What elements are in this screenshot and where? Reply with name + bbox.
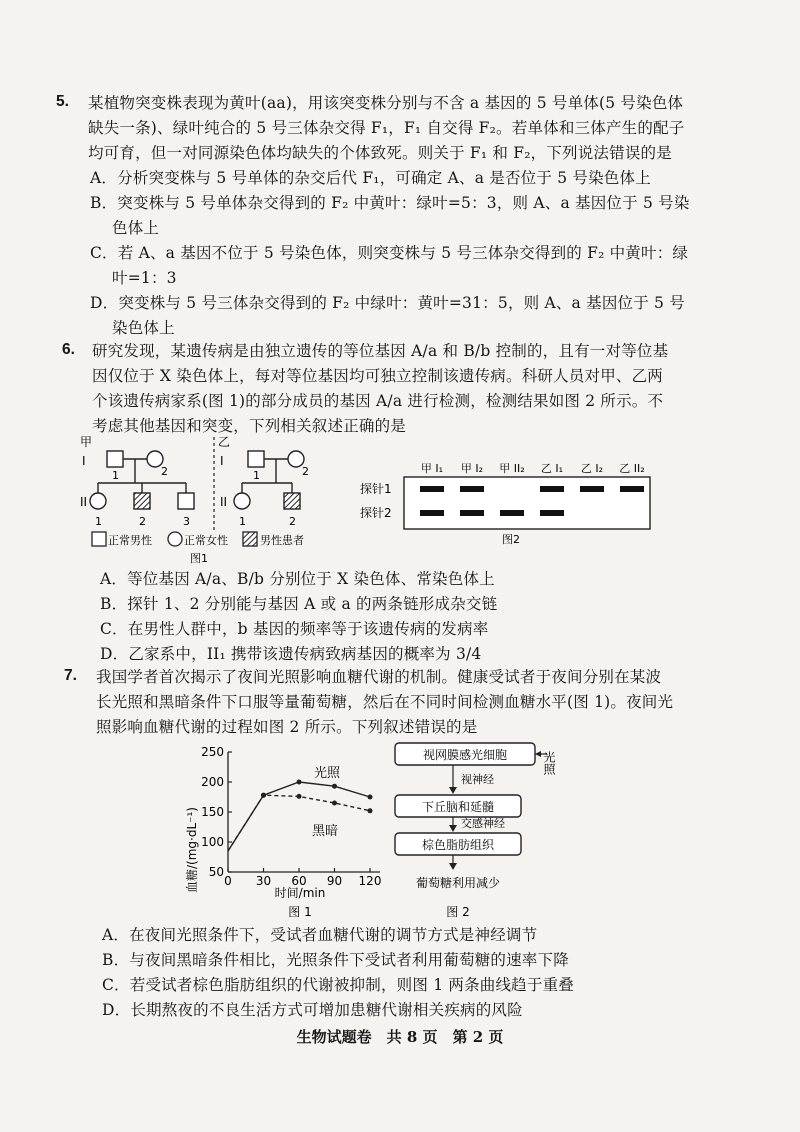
q6-stem-line-3: 个该遗传病家系(图 1)的部分成员的基因 A/a 进行检测，检测结果如图 2 所示。不 bbox=[92, 392, 664, 410]
y-tick-label: 250 bbox=[201, 745, 224, 759]
chart-ylabel: 血糖/(mg·dL⁻¹) bbox=[185, 807, 199, 893]
q7-option-c: C．若受试者棕色脂肪组织的代谢被抑制，则图 1 两条曲线趋于重叠 bbox=[102, 976, 574, 994]
a-II3-male bbox=[178, 493, 194, 509]
light-input-label-1: 光照 bbox=[542, 751, 556, 775]
q5-option-c-cont: 叶=1：3 bbox=[112, 269, 177, 287]
legend-normal-male-symbol bbox=[92, 532, 106, 546]
a-I2-number: 2 bbox=[161, 465, 168, 478]
gel-caption: 图2 bbox=[502, 533, 520, 545]
x-tick-label: 30 bbox=[255, 874, 272, 888]
chart-xlabel: 时间/min bbox=[274, 886, 326, 900]
q7-stem-line-2: 长光照和黑暗条件下口服等量葡萄糖，然后在不同时间检测血糖水平(图 1)。夜间光 bbox=[96, 693, 674, 711]
probe-1-label: 探针1 bbox=[360, 482, 392, 496]
q6-option-a: A．等位基因 A/a、B/b 分别位于 X 染色体、常染色体上 bbox=[100, 570, 495, 588]
diagram-caption: 图 2 bbox=[446, 905, 470, 919]
a-I1-number: 1 bbox=[112, 469, 119, 482]
x-tick-label: 90 bbox=[326, 874, 343, 888]
series-point bbox=[297, 794, 302, 799]
probe-2-band bbox=[420, 510, 444, 516]
q5-stem-line-1: 某植物突变株表现为黄叶(aa)，用该突变株分别与不含 a 基因的 5 号单体(5 号染色体 bbox=[88, 94, 684, 112]
gel-column-label: 乙 I₁ bbox=[540, 462, 564, 475]
q7-option-b: B．与夜间黑暗条件相比，光照条件下受试者利用葡萄糖的速率下降 bbox=[102, 951, 569, 969]
b-I1-male bbox=[248, 451, 264, 467]
q5-stem-line-2: 缺失一条)、绿叶纯合的 5 号三体杂交得 F₁，F₁ 自交得 F₂。若单体和三体产生的配子 bbox=[88, 119, 685, 137]
box-hypothalamus-label: 下丘脑和延髓 bbox=[421, 800, 495, 814]
a-II2-affected-male bbox=[134, 493, 150, 509]
gen-1-label-b: I bbox=[220, 454, 224, 468]
probe-2-label: 探针2 bbox=[360, 506, 392, 520]
b-I1-number: 1 bbox=[253, 469, 260, 482]
y-tick-label: 200 bbox=[201, 775, 224, 789]
q6-stem-line-2: 因仅位于 X 染色体上，每对等位基因均可独立控制该遗传病。科研人员对甲、乙两 bbox=[92, 367, 663, 385]
series-point bbox=[332, 801, 337, 806]
a-II1-number: 1 bbox=[95, 515, 102, 528]
gel-column-label: 乙 I₂ bbox=[580, 462, 604, 475]
legend-normal-female-symbol bbox=[168, 532, 182, 546]
probe-1-band bbox=[580, 486, 604, 492]
series-point bbox=[332, 784, 337, 789]
arrow-sympathetic-nerve: 交感神经 bbox=[461, 817, 505, 830]
q7-number: 7. bbox=[64, 667, 77, 684]
b-II2-affected-male bbox=[284, 493, 300, 509]
pathway-diagram bbox=[385, 737, 575, 920]
b-I2-number: 2 bbox=[302, 465, 309, 478]
b-II1-female bbox=[234, 493, 250, 509]
series-line-dark bbox=[228, 795, 370, 851]
legend-affected-male-symbol bbox=[243, 532, 257, 546]
gen-2-label-b: II bbox=[220, 495, 228, 509]
q5-option-d: D．突变株与 5 号三体杂交得到的 F₂ 中绿叶：黄叶=31：5，则 A、a 基因位于 5 号 bbox=[90, 294, 685, 312]
a-I1-male bbox=[107, 451, 123, 467]
box-retina-label: 视网膜感光细胞 bbox=[422, 748, 508, 762]
series-label: 黑暗 bbox=[312, 823, 339, 839]
y-tick-label: 150 bbox=[201, 805, 224, 819]
glucose-line-chart bbox=[180, 740, 390, 920]
series-point bbox=[368, 795, 373, 800]
q6-option-b: B．探针 1、2 分别能与基因 A 或 a 的两条链形成杂交链 bbox=[100, 595, 498, 613]
a-II2-number: 2 bbox=[139, 515, 146, 528]
chart-caption: 图 1 bbox=[288, 905, 312, 919]
probe-2-band bbox=[540, 510, 564, 516]
a-II3-number: 3 bbox=[183, 515, 190, 528]
q6-number: 6. bbox=[62, 341, 75, 358]
y-tick-label: 50 bbox=[208, 865, 224, 879]
q7-stem-line-1: 我国学者首次揭示了夜间光照影响血糖代谢的机制。健康受试者于夜间分别在某波 bbox=[96, 668, 662, 686]
q5-option-b: B．突变株与 5 号单体杂交得到的 F₂ 中黄叶：绿叶=5：3，则 A、a 基因位于 5 号染 bbox=[90, 194, 690, 212]
legend-normal-female: 正常女性 bbox=[184, 534, 228, 547]
pedigree-figure bbox=[80, 435, 340, 565]
gel-frame bbox=[404, 477, 650, 529]
probe-1-band bbox=[460, 486, 484, 492]
q6-stem-line-4: 考虑其他基因和突变，下列相关叙述正确的是 bbox=[92, 417, 407, 435]
legend-normal-male: 正常男性 bbox=[108, 534, 152, 547]
gen-1-label-a: I bbox=[82, 454, 86, 468]
q6-option-c: C．在男性人群中，b 基因的频率等于该遗传病的发病率 bbox=[100, 620, 489, 638]
result-label: 葡萄糖利用减少 bbox=[415, 876, 501, 890]
page-footer: 生物试题卷 共 8 页 第 2 页 bbox=[296, 1028, 504, 1046]
series-point bbox=[368, 808, 373, 813]
series-point bbox=[297, 780, 302, 785]
family-b-label: 乙 bbox=[218, 435, 231, 449]
legend-affected-male: 男性患者 bbox=[260, 534, 304, 547]
gel-column-label: 甲 I₂ bbox=[460, 462, 484, 475]
q6-option-d: D．乙家系中，II₁ 携带该遗传病致病基因的概率为 3/4 bbox=[100, 645, 482, 663]
x-tick-label: 120 bbox=[358, 874, 382, 888]
gel-column-label: 甲 I₁ bbox=[420, 462, 444, 475]
probe-gel-figure bbox=[360, 455, 660, 545]
q6-stem-line-1: 研究发现，某遗传病是由独立遗传的等位基因 A/a 和 B/b 控制的，且有一对等位基 bbox=[92, 342, 669, 360]
q7-stem-line-3: 照影响血糖代谢的过程如图 2 所示。下列叙述错误的是 bbox=[96, 718, 478, 736]
gel-column-label: 乙 II₂ bbox=[619, 462, 645, 475]
q5-option-a: A．分析突变株与 5 号单体的杂交后代 F₁，可确定 A、a 是否位于 5 号染色体上 bbox=[90, 169, 651, 187]
arrow-optic-nerve: 视神经 bbox=[461, 773, 494, 786]
family-a-label: 甲 bbox=[80, 435, 93, 449]
y-tick-label: 100 bbox=[201, 835, 224, 849]
probe-1-band bbox=[420, 486, 444, 492]
q5-option-d-cont: 染色体上 bbox=[112, 319, 175, 337]
probe-2-band bbox=[500, 510, 524, 516]
series-line-light bbox=[228, 782, 370, 851]
b-II2-number: 2 bbox=[289, 515, 296, 528]
box-brown-fat-label: 棕色脂肪组织 bbox=[421, 838, 495, 852]
a-II1-female bbox=[90, 493, 106, 509]
q5-stem-line-3: 均可育，但一对同源染色体均缺失的个体致死。则关于 F₁ 和 F₂，下列说法错误的是 bbox=[88, 144, 672, 162]
probe-2-band bbox=[460, 510, 484, 516]
pedigree-caption: 图1 bbox=[190, 552, 208, 565]
series-point bbox=[261, 793, 266, 798]
series-label: 光照 bbox=[314, 766, 341, 781]
probe-1-band bbox=[540, 486, 564, 492]
q5-option-c: C．若 A、a 基因不位于 5 号染色体，则突变株与 5 号三体杂交得到的 F₂ 中黄叶：绿 bbox=[90, 244, 689, 262]
x-tick-label: 60 bbox=[291, 874, 307, 888]
q5-number: 5. bbox=[56, 93, 69, 110]
gen-2-label-a: II bbox=[80, 495, 88, 509]
q7-option-a: A．在夜间光照条件下，受试者血糖代谢的调节方式是神经调节 bbox=[102, 926, 538, 944]
q7-option-d: D．长期熬夜的不良生活方式可增加患糖代谢相关疾病的风险 bbox=[102, 1001, 523, 1019]
q5-option-b-cont: 色体上 bbox=[112, 219, 160, 237]
probe-1-band bbox=[620, 486, 644, 492]
b-II1-number: 1 bbox=[239, 515, 246, 528]
x-tick-label: 0 bbox=[224, 874, 232, 888]
gel-column-label: 甲 II₂ bbox=[499, 462, 525, 475]
